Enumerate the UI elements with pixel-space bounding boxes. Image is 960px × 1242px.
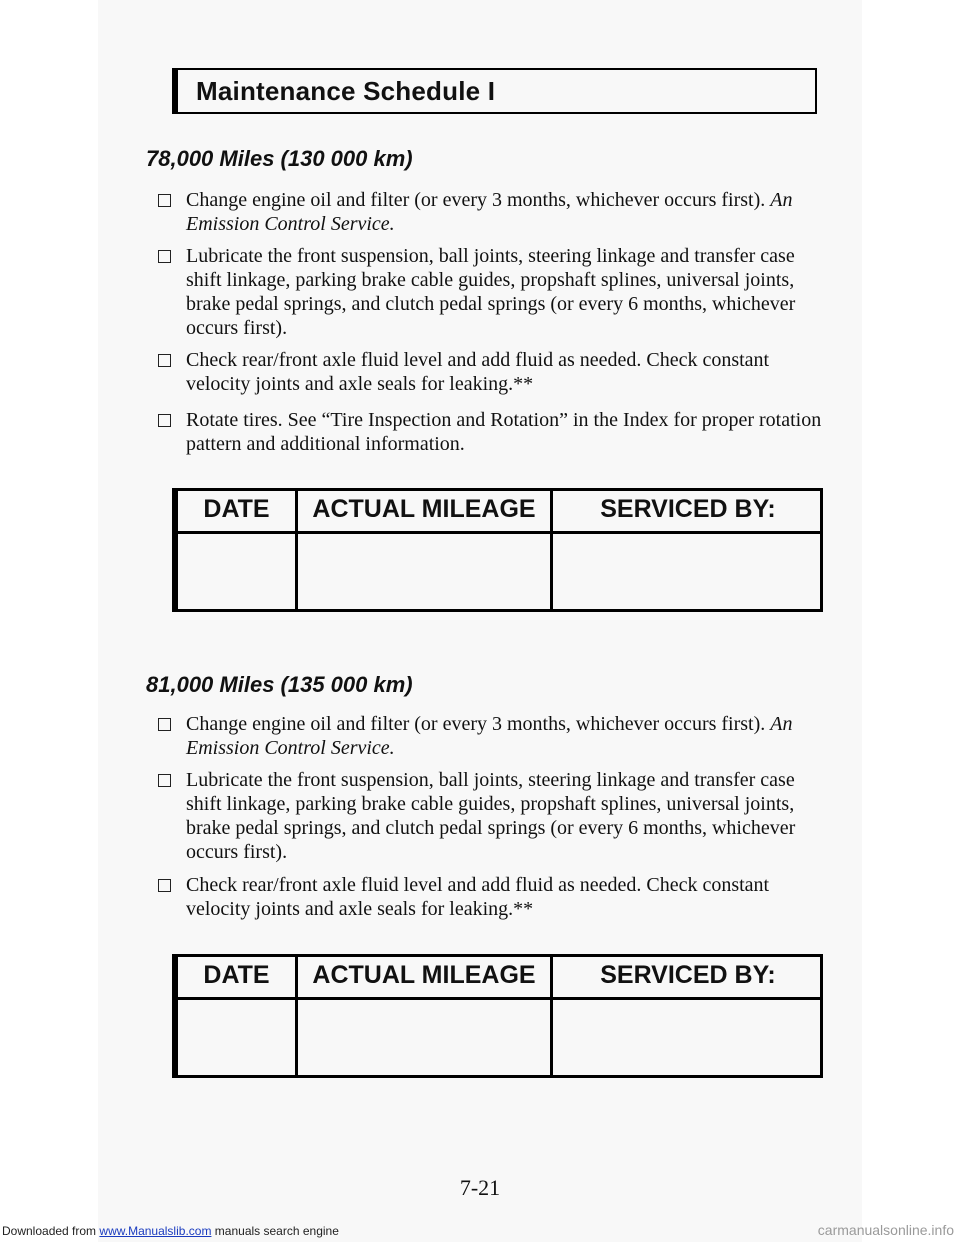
item-text: Check rear/front axle fluid level and add fluid as needed. Check constant velocity joints and axle seals for leaking.**	[186, 349, 770, 395]
checkbox-icon[interactable]	[158, 354, 171, 367]
download-notice	[2, 1224, 339, 1238]
item-text: Check rear/front axle fluid level and add fluid as needed. Check constant velocity joints and axle seals for leaking.**	[186, 874, 770, 920]
item-text: Change engine oil and filter (or every 3 months, whichever occurs first).	[186, 713, 766, 735]
item-text: Rotate tires. See “Tire Inspection and Rotation” in the Index for proper rotation pattern and additional information.	[186, 409, 822, 455]
schedule-header	[172, 68, 817, 114]
section-heading-78000: 78,000 Miles (130 000 km)	[146, 146, 413, 171]
download-prefix: Downloaded from	[2, 1224, 97, 1238]
checkbox-icon[interactable]	[158, 879, 171, 892]
manualslib-link[interactable]: www.Manualslib.com	[99, 1224, 212, 1238]
checklist-item	[158, 712, 828, 760]
column-header-mileage: ACTUAL MILEAGE	[312, 961, 536, 989]
item-emphasis: An Emission Control Service.	[186, 713, 793, 759]
checkbox-icon[interactable]	[158, 774, 171, 787]
service-log-table	[172, 488, 823, 612]
item-text: Lubricate the front suspension, ball joints, steering linkage and transfer case shift linkage, parking brake cable guides, propshaft splines, universal joints, brake pedal springs, and clutch pedal springs (or every 6 months, whichever occurs first).	[186, 769, 796, 863]
column-header-serviced: SERVICED BY:	[600, 495, 776, 523]
checklist-item	[158, 244, 828, 340]
item-emphasis: An Emission Control Service.	[186, 189, 793, 235]
service-log-table	[172, 954, 823, 1078]
checklist-item	[158, 188, 828, 236]
checklist-item	[158, 768, 828, 864]
page-title: Maintenance Schedule I	[196, 76, 496, 106]
checklist-item	[158, 408, 828, 456]
checkbox-icon[interactable]	[158, 414, 171, 427]
column-header-mileage: ACTUAL MILEAGE	[312, 495, 536, 523]
download-suffix: manuals search engine	[214, 1224, 339, 1238]
column-header-date: DATE	[203, 495, 270, 523]
item-text: Lubricate the front suspension, ball joints, steering linkage and transfer case shift linkage, parking brake cable guides, propshaft splines, universal joints, brake pedal springs, and clutch pedal springs (or every 6 months, whichever occurs first).	[186, 245, 796, 339]
checklist-item	[158, 348, 828, 396]
item-text: Change engine oil and filter (or every 3 months, whichever occurs first).	[186, 189, 766, 211]
page-number: 7-21	[459, 1175, 501, 1200]
site-watermark: carmanualsonline.info	[817, 1222, 954, 1238]
checkbox-icon[interactable]	[158, 718, 171, 731]
checklist-item	[158, 873, 828, 921]
section-heading-81000: 81,000 Miles (135 000 km)	[146, 672, 413, 697]
column-header-serviced: SERVICED BY:	[600, 961, 776, 989]
checkbox-icon[interactable]	[158, 250, 171, 263]
checkbox-icon[interactable]	[158, 194, 171, 207]
column-header-date: DATE	[203, 961, 270, 989]
